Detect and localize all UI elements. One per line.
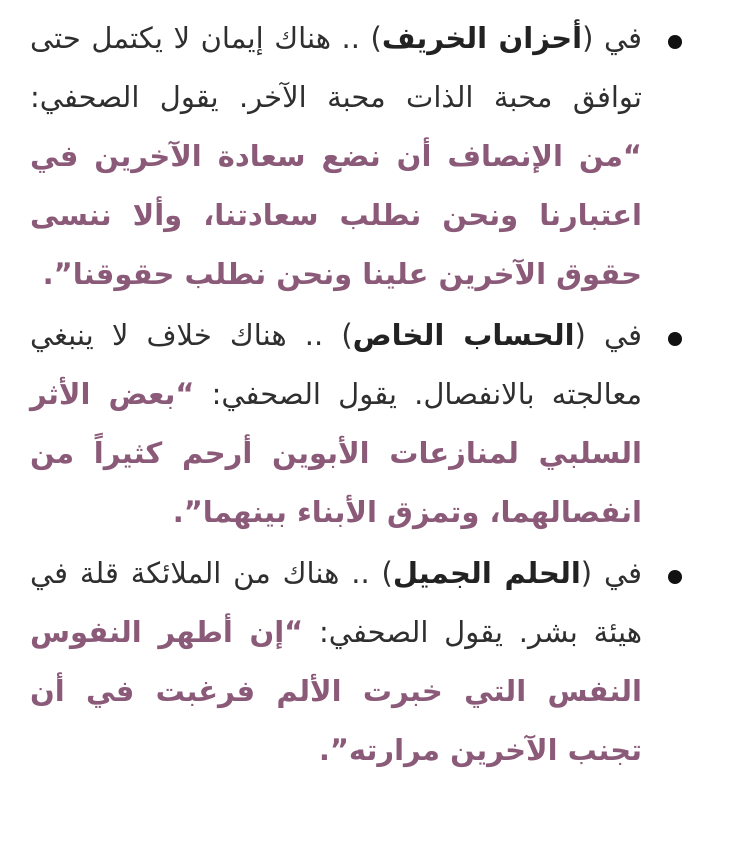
list-item (30, 306, 642, 542)
bullet-icon (668, 332, 682, 346)
bullet-icon (668, 570, 682, 584)
highlighted-quote: “من الإنصاف أن نضع سعادة الآخرين في اعتبارنا ونحن نطلب سعادتنا، وألا ننسى حقوق الآخرين علينا ونحن نطلب حقوقنا”. (30, 139, 642, 291)
item-prefix: في ( (574, 318, 642, 352)
highlighted-quote: “إن أطهر النفوس النفس التي خبرت الألم فرغبت في أن تجنب الآخرين مرارته”. (30, 615, 642, 767)
item-description: ) .. هناك خلاف لا ينبغي معالجته بالانفصال. يقول الصحفي: (30, 318, 642, 411)
item-prefix: في ( (580, 556, 642, 590)
bullet-list (30, 0, 642, 780)
bullet-icon (668, 35, 682, 49)
item-description: ) .. هناك إيمان لا يكتمل حتى توافق محبة الذات محبة الآخر. يقول الصحفي: (30, 21, 642, 114)
story-title: الحساب الخاص (352, 318, 575, 352)
item-description: ) .. هناك من الملائكة قلة في هيئة بشر. يقول الصحفي: (30, 556, 642, 649)
item-prefix: في ( (582, 21, 642, 55)
story-title: أحزان الخريف (381, 21, 583, 55)
list-item (30, 0, 642, 304)
list-item (30, 544, 642, 780)
highlighted-quote: “بعض الأثر السلبي لمنازعات الأبوين أرحم كثيراً من انفصالهما، وتمزق الأبناء بينهما”. (30, 377, 642, 529)
story-title: الحلم الجميل (392, 556, 581, 590)
